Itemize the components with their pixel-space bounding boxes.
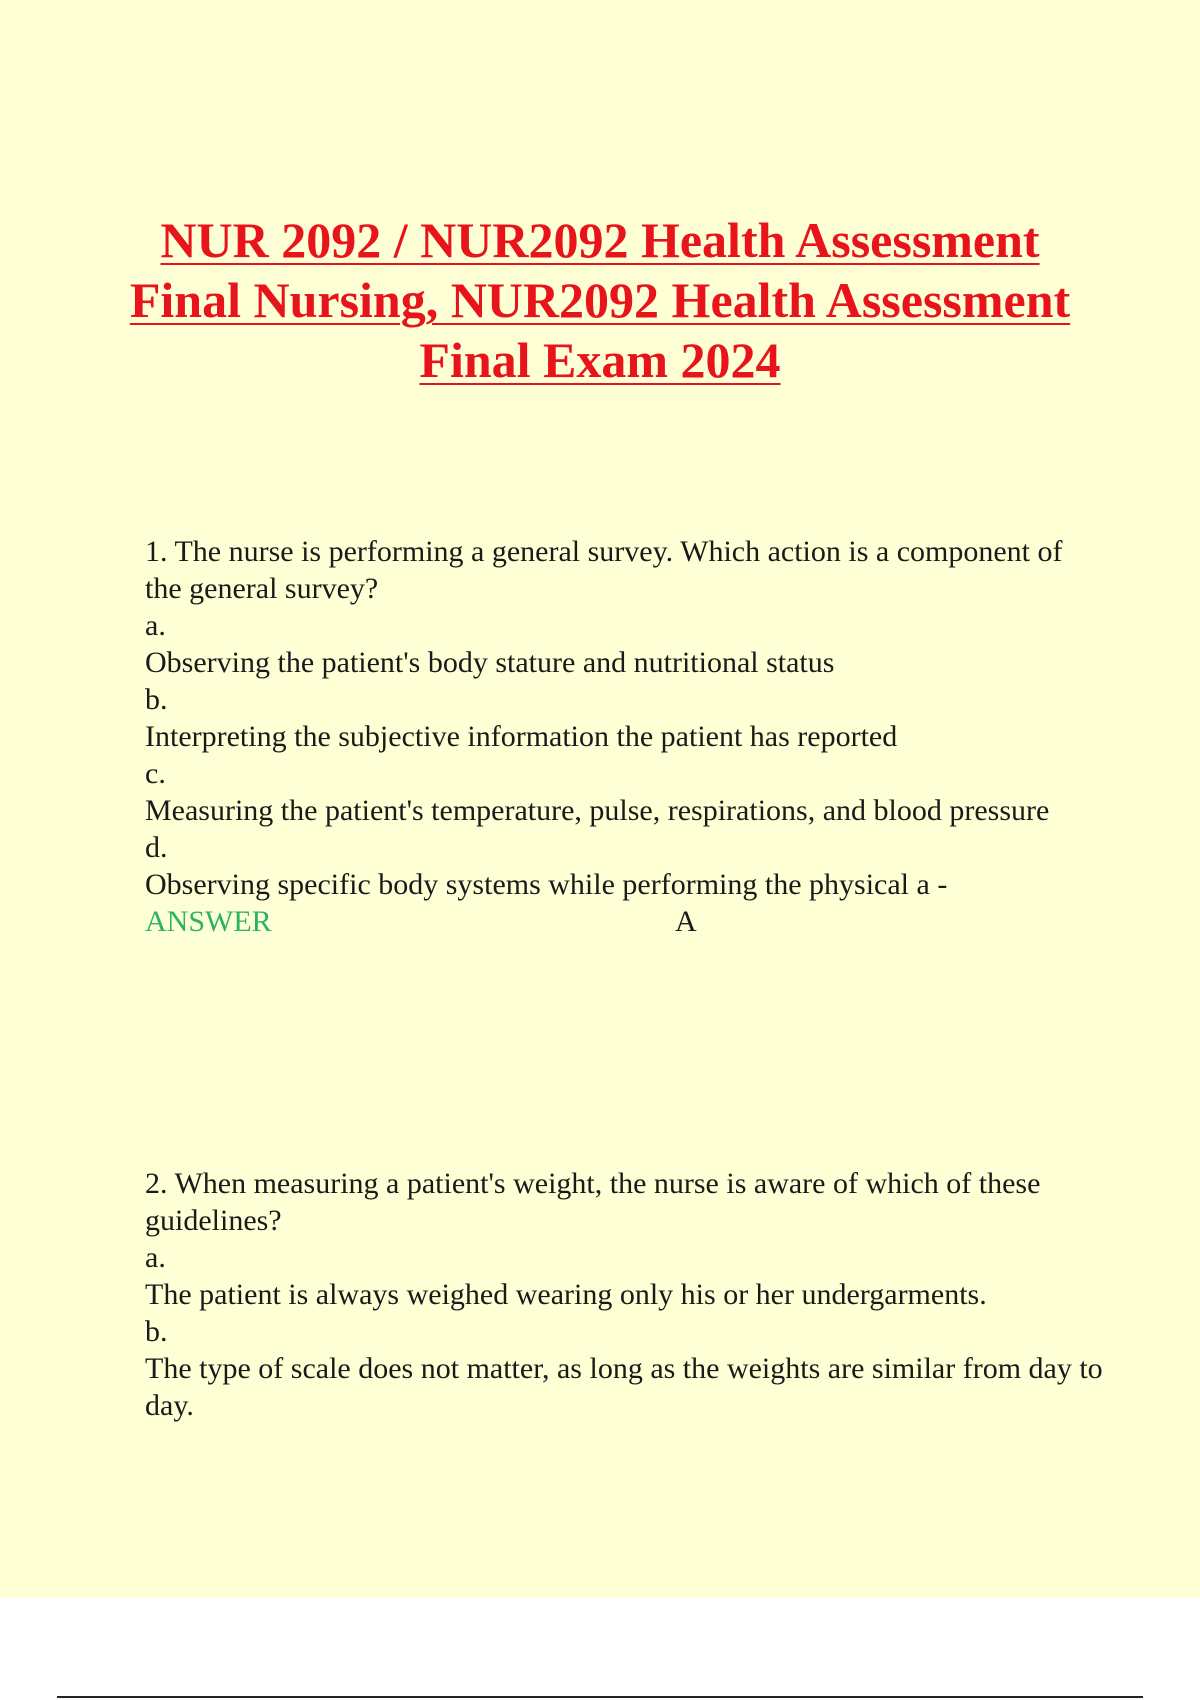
question-1-option-a-text: Observing the patient's body stature and nutritional status (145, 646, 835, 679)
question-2-option-b-letter: b. (145, 1315, 168, 1348)
question-2 (145, 1165, 1105, 1424)
answer-label: ANSWER (145, 905, 272, 938)
question-1-option-c-letter: c. (145, 757, 166, 790)
question-2-option-a-text: The patient is always weighed wearing only his or her undergarments. (145, 1278, 987, 1311)
question-1-option-a-letter: a. (145, 609, 166, 642)
document-title: NUR 2092 / NUR2092 Health Assessment Final Nursing, NUR2092 Health Assessment Final Exam 2024 (129, 212, 1071, 388)
question-1-option-b-text: Interpreting the subjective information the patient has reported (145, 720, 898, 753)
question-1-stem: 1. The nurse is performing a general survey. Which action is a component of the general survey? (145, 535, 1063, 605)
footer-divider (57, 1696, 1143, 1698)
question-1-option-b-letter: b. (145, 683, 168, 716)
question-2-option-b-text: The type of scale does not matter, as long as the weights are similar from day to day. (145, 1352, 1103, 1422)
question-1-option-c-text: Measuring the patient's temperature, pulse, respirations, and blood pressure (145, 794, 1050, 827)
question-1-option-d-letter: d. (145, 831, 168, 864)
question-2-option-a-letter: a. (145, 1241, 166, 1274)
answer-value: A (675, 905, 697, 938)
question-1-option-d-text: Observing specific body systems while performing the physical a - (145, 868, 948, 901)
question-1 (145, 533, 1105, 940)
question-1-answer (145, 903, 1105, 940)
question-2-stem: 2. When measuring a patient's weight, the nurse is aware of which of these guidelines? (145, 1167, 1041, 1237)
